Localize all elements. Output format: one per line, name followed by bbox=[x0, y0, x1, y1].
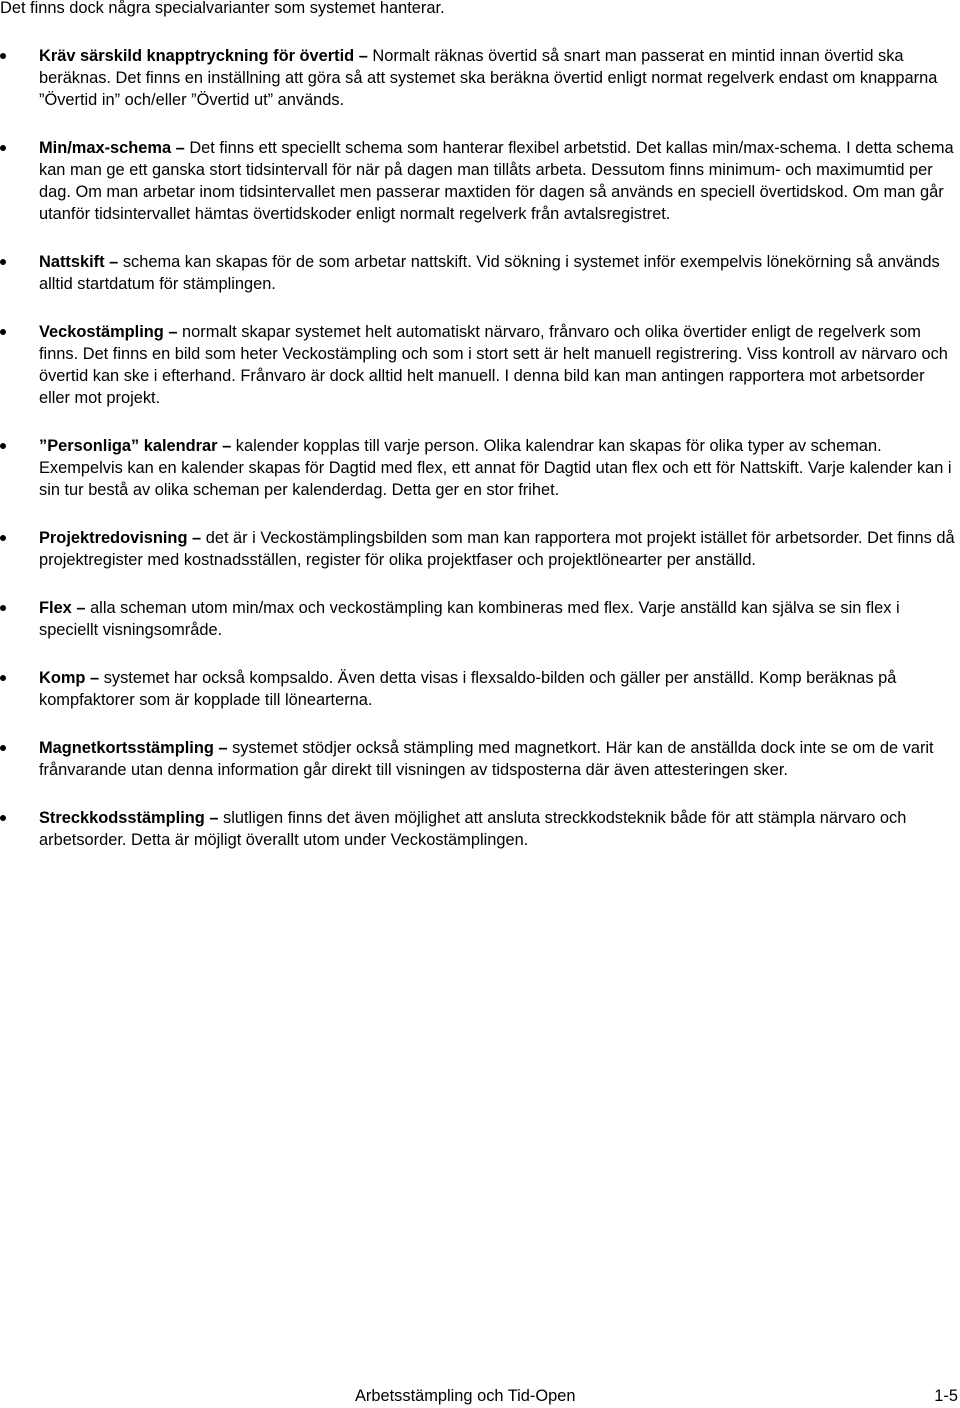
list-item-description: Det finns ett speciellt schema som hanterar flexibel arbetstid. Det kallas min/max-schema. I detta schema kan man ge ett ganska stort tidsintervall för när på dagen man tillåts arbeta. Dessutom finns minimum- och maximumtid per dag. Om man arbetar inom tidsintervallet men passerar maxtiden för dagen så används en speciell övertidskod. Om man går utanför tidsintervallet hämtas övertidskoder enligt normalt regelverk från avtalsregistret. bbox=[39, 139, 954, 223]
list-item-term: Veckostämpling bbox=[39, 323, 164, 341]
bullet-icon bbox=[0, 145, 6, 151]
list-item-dash: – bbox=[358, 47, 368, 65]
list-item-text bbox=[39, 137, 958, 225]
list-item-description: slutligen finns det även möjlighet att ansluta streckkodsteknik både för att stämpla närvaro och arbetsorder. Detta är möjligt överallt utom under Veckostämplingen. bbox=[39, 809, 907, 849]
list-item-term: Kräv särskild knapptryckning för övertid bbox=[39, 47, 355, 65]
list-item-dash: – bbox=[218, 739, 228, 757]
bullet-icon bbox=[0, 53, 6, 59]
bullet-icon bbox=[0, 815, 6, 821]
list-item-description: alla scheman utom min/max och veckostämpling kan kombineras med flex. Varje anställd kan själva se sin flex i speciellt visningsområde. bbox=[39, 599, 900, 639]
bullet-icon bbox=[0, 605, 6, 611]
list-item-term: Flex bbox=[39, 599, 72, 617]
list-item-description: normalt skapar systemet helt automatiskt närvaro, frånvaro och olika övertider enligt de regelverk som finns. Det finns en bild som heter Veckostämpling och som i stort sett är helt manuell registrering. Viss kontroll av närvaro och övertid kan ske i efterhand. Frånvaro är dock alltid helt manuell. I denna bild kan man antingen rapportera mot arbetsorder eller mot projekt. bbox=[39, 323, 948, 407]
list-item-text bbox=[39, 321, 958, 409]
list-item-description: kalender kopplas till varje person. Olika kalendrar kan skapas för olika typer av scheman. Exempelvis kan en kalender skapas för Dagtid med flex, ett annat för Dagtid utan flex och ett för Nattskift. Varje kalender kan i sin tur bestå av olika scheman per kalenderdag. Detta ger en stor frihet. bbox=[39, 437, 952, 499]
footer-title: Arbetsstämpling och Tid-Open bbox=[355, 1387, 576, 1405]
list-item-text bbox=[39, 807, 958, 851]
list-item-flex bbox=[0, 597, 960, 641]
variant-list bbox=[0, 45, 960, 877]
list-item-comp bbox=[0, 667, 960, 711]
list-item-dash: – bbox=[90, 669, 100, 687]
list-item-term: Magnetkortsstämpling bbox=[39, 739, 214, 757]
list-item-text bbox=[39, 45, 958, 111]
list-item-description: systemet har också kompsaldo. Även detta visas i flexsaldo-bilden och gäller per anställd. Komp beräknas på kompfaktorer som är kopplade till lönearterna. bbox=[39, 669, 897, 709]
list-item-text bbox=[39, 435, 958, 501]
list-item-term: Projektredovisning bbox=[39, 529, 188, 547]
bullet-icon bbox=[0, 745, 6, 751]
list-item-description: Normalt räknas övertid så snart man passerat en mintid innan övertid ska beräknas. Det finns en inställning att göra så att systemet ska beräkna övertid enligt normat regelverk endast om knapparna ”Övertid in” och/eller ”Övertid ut” används. bbox=[39, 47, 938, 109]
list-item-dash: – bbox=[192, 529, 202, 547]
list-item-night-shift bbox=[0, 251, 960, 295]
bullet-icon bbox=[0, 443, 6, 449]
bullet-icon bbox=[0, 675, 6, 681]
list-item-dash: – bbox=[222, 437, 232, 455]
list-item-barcode bbox=[0, 807, 960, 851]
list-item-dash: – bbox=[109, 253, 119, 271]
page-number: 1-5 bbox=[934, 1387, 958, 1405]
list-item-description: schema kan skapas för de som arbetar nattskift. Vid sökning i systemet inför exempelvis lönekörning så används alltid startdatum för stämplingen. bbox=[39, 253, 940, 293]
list-item-dash: – bbox=[76, 599, 86, 617]
list-item-term: Min/max-schema bbox=[39, 139, 172, 157]
list-item-dash: – bbox=[175, 139, 185, 157]
bullet-icon bbox=[0, 329, 6, 335]
list-item-text bbox=[39, 737, 958, 781]
list-item-text bbox=[39, 597, 958, 641]
list-item-weekly-stamping bbox=[0, 321, 960, 409]
list-item-term: Streckkodsstämpling bbox=[39, 809, 205, 827]
list-item-term: Komp bbox=[39, 669, 86, 687]
list-item-magnetic-card bbox=[0, 737, 960, 781]
list-item-term: ”Personliga” kalendrar bbox=[39, 437, 218, 455]
list-item-min-max-schema bbox=[0, 137, 960, 225]
list-item-text bbox=[39, 527, 958, 571]
list-item-text bbox=[39, 251, 958, 295]
list-item-project-reporting bbox=[0, 527, 960, 571]
list-item-dash: – bbox=[209, 809, 219, 827]
list-item-personal-calendars bbox=[0, 435, 960, 501]
bullet-icon bbox=[0, 535, 6, 541]
list-item-dash: – bbox=[168, 323, 178, 341]
list-item-description: det är i Veckostämplingsbilden som man kan rapportera mot projekt istället för arbetsorder. Det finns då projektregister med kostnadsställen, register för olika projektfaser och projektlönearter per anställd. bbox=[39, 529, 955, 569]
list-item-term: Nattskift bbox=[39, 253, 105, 271]
bullet-icon bbox=[0, 259, 6, 265]
intro-text: Det finns dock några specialvarianter som systemet hanterar. bbox=[0, 0, 445, 17]
list-item-overtime-button bbox=[0, 45, 960, 111]
list-item-description: systemet stödjer också stämpling med magnetkort. Här kan de anställda dock inte se om de varit frånvarande utan denna information går direkt till visningen av tidsposterna där även attesteringen sker. bbox=[39, 739, 934, 779]
list-item-text bbox=[39, 667, 958, 711]
